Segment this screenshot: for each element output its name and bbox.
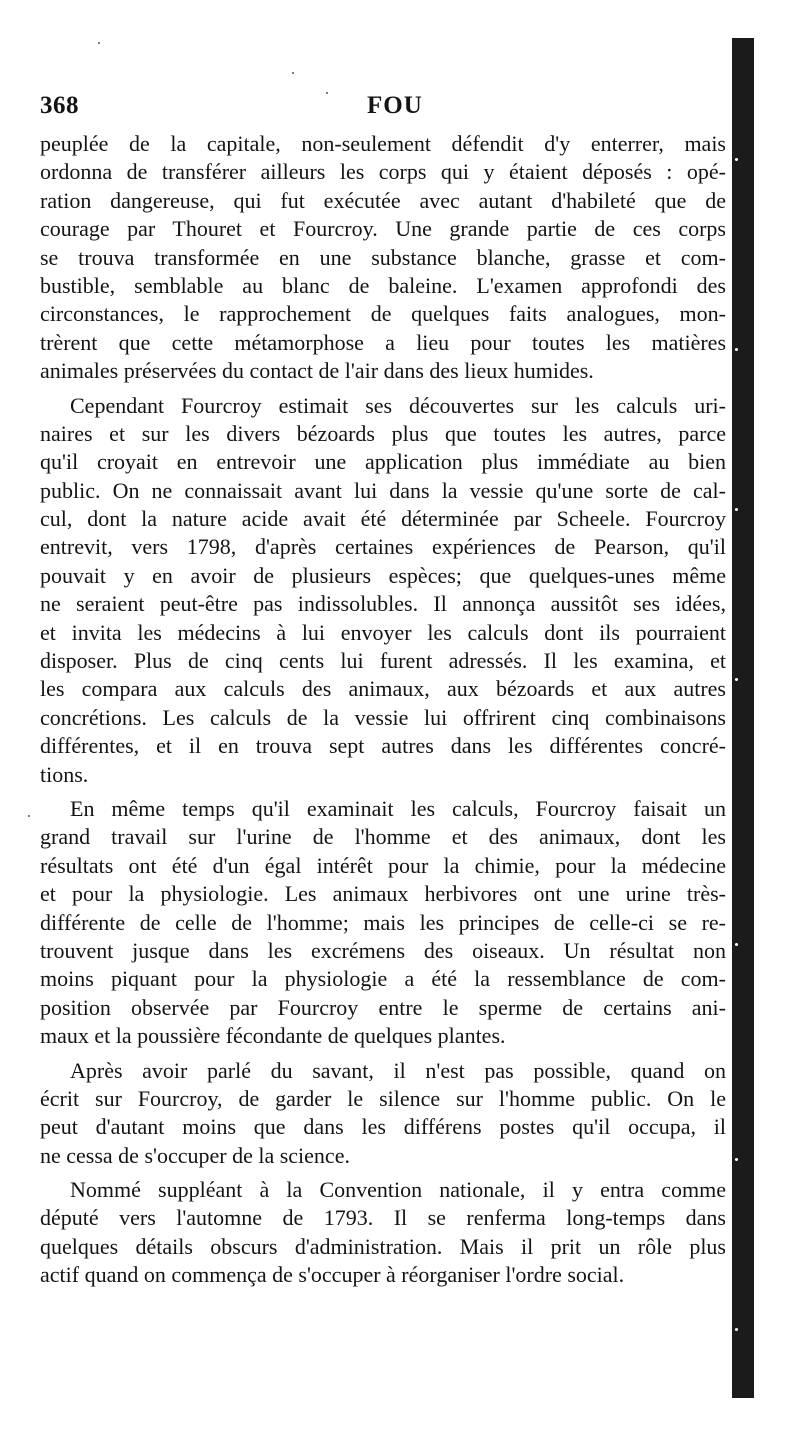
text-line: bustible, semblable au blanc de baleine. L'examen approfondi des: [40, 272, 726, 298]
text-line: disposer. Plus de cinq cents lui furent adressés. Il les examina, et: [40, 648, 726, 674]
paragraph: [40, 1057, 726, 1171]
text-line: entrevit, vers 1798, d'après certaines expériences de Pearson, qu'il: [40, 534, 726, 560]
text-line: les compara aux calculs des animaux, aux bézoards et aux autres: [40, 676, 726, 702]
text-line: et pour la physiologie. Les animaux herbivores ont une urine très-: [40, 881, 726, 907]
text-line: concrétions. Les calculs de la vessie lui offrirent cinq combinaisons: [40, 704, 726, 730]
text-line: peut d'autant moins que dans les différens postes qu'il occupa, il: [40, 1114, 726, 1140]
text-line: trouvent jusque dans les excrémens des oiseaux. Un résultat non: [40, 937, 726, 963]
page-edge-shadow: [732, 38, 754, 1398]
text-line: En même temps qu'il examinait les calculs, Fourcroy faisait un: [70, 795, 726, 821]
text-line: député vers l'automne de 1793. Il se renferma long-temps dans: [40, 1205, 726, 1231]
text-line: et invita les médecins à lui envoyer les calculs dont ils pourraient: [40, 619, 726, 645]
text-line: cul, dont la nature acide avait été déterminée par Scheele. Fourcroy: [40, 506, 726, 532]
text-line: se trouva transformée en une substance blanche, grasse et com-: [40, 244, 726, 270]
scan-speck: [98, 42, 100, 44]
text-line: animales préservées du contact de l'air dans des lieux humides.: [40, 358, 594, 384]
text-line: peuplée de la capitale, non-seulement défendit d'y enterrer, mais: [40, 131, 726, 156]
text-line: écrit sur Fourcroy, de garder le silence sur l'homme public. On le: [40, 1085, 726, 1111]
text-line: différente de celle de l'homme; mais les principes de celle-ci se re-: [40, 909, 726, 935]
text-line: ordonna de transférer ailleurs les corps qui y étaient déposés : opé-: [40, 159, 726, 185]
text-line: différentes, et il en trouva sept autres dans les différentes concré-: [40, 733, 726, 759]
text-line: tions.: [40, 761, 89, 787]
text-line: public. On ne connaissait avant lui dans la vessie qu'une sorte de cal-: [40, 477, 726, 503]
paragraph: [40, 795, 726, 1051]
text-line: actif quand on commença de s'occuper à réorganiser l'ordre social.: [40, 1262, 625, 1288]
text-line: grand travail sur l'urine de l'homme et des animaux, dont les: [40, 824, 726, 850]
text-line: ration dangereuse, qui fut exécutée avec autant d'habileté que de: [40, 187, 726, 213]
text-line: naires et sur les divers bézoards plus que toutes les autres, parce: [40, 420, 726, 446]
text-line: qu'il croyait en entrevoir une application plus immédiate au bien: [40, 449, 726, 475]
paragraph: [40, 392, 726, 789]
text-line: pouvait y en avoir de plusieurs espèces; que quelques-unes même: [40, 562, 726, 588]
text-line: quelques détails obscurs d'administration. Mais il prit un rôle plus: [40, 1233, 726, 1259]
text-line: courage par Thouret et Fourcroy. Une grande partie de ces corps: [40, 216, 726, 242]
text-line: Cependant Fourcroy estimait ses découvertes sur les calculs uri-: [70, 392, 726, 418]
text-line: résultats ont été d'un égal intérêt pour la chimie, pour la médecine: [40, 852, 726, 878]
running-head: FOU: [367, 92, 423, 119]
paragraph: [40, 1176, 726, 1290]
text-line: ne seraient peut-être pas indissolubles. Il annonça aussitôt ses idées,: [40, 591, 726, 617]
paragraph: [40, 130, 726, 386]
text-line: circonstances, le rapprochement de quelques faits analogues, mon-: [40, 301, 726, 327]
text-line: ne cessa de s'occuper de la science.: [40, 1142, 350, 1168]
scan-speck: [28, 815, 30, 817]
scan-speck: [292, 72, 294, 74]
text-line: moins piquant pour la physiologie a été la ressemblance de com-: [40, 966, 726, 992]
text-line: position observée par Fourcroy entre le sperme de certains ani-: [40, 994, 726, 1020]
page-number: 368: [40, 92, 79, 119]
page-header: [40, 92, 730, 126]
text-line: Nommé suppléant à la Convention nationale, il y entra comme: [70, 1177, 726, 1203]
text-line: maux et la poussière fécondante de quelques plantes.: [40, 1023, 506, 1049]
text-line: Après avoir parlé du savant, il n'est pas possible, quand on: [70, 1057, 726, 1083]
text-line: trèrent que cette métamorphose a lieu pour toutes les matières: [40, 329, 726, 355]
body-text: [40, 130, 726, 1290]
